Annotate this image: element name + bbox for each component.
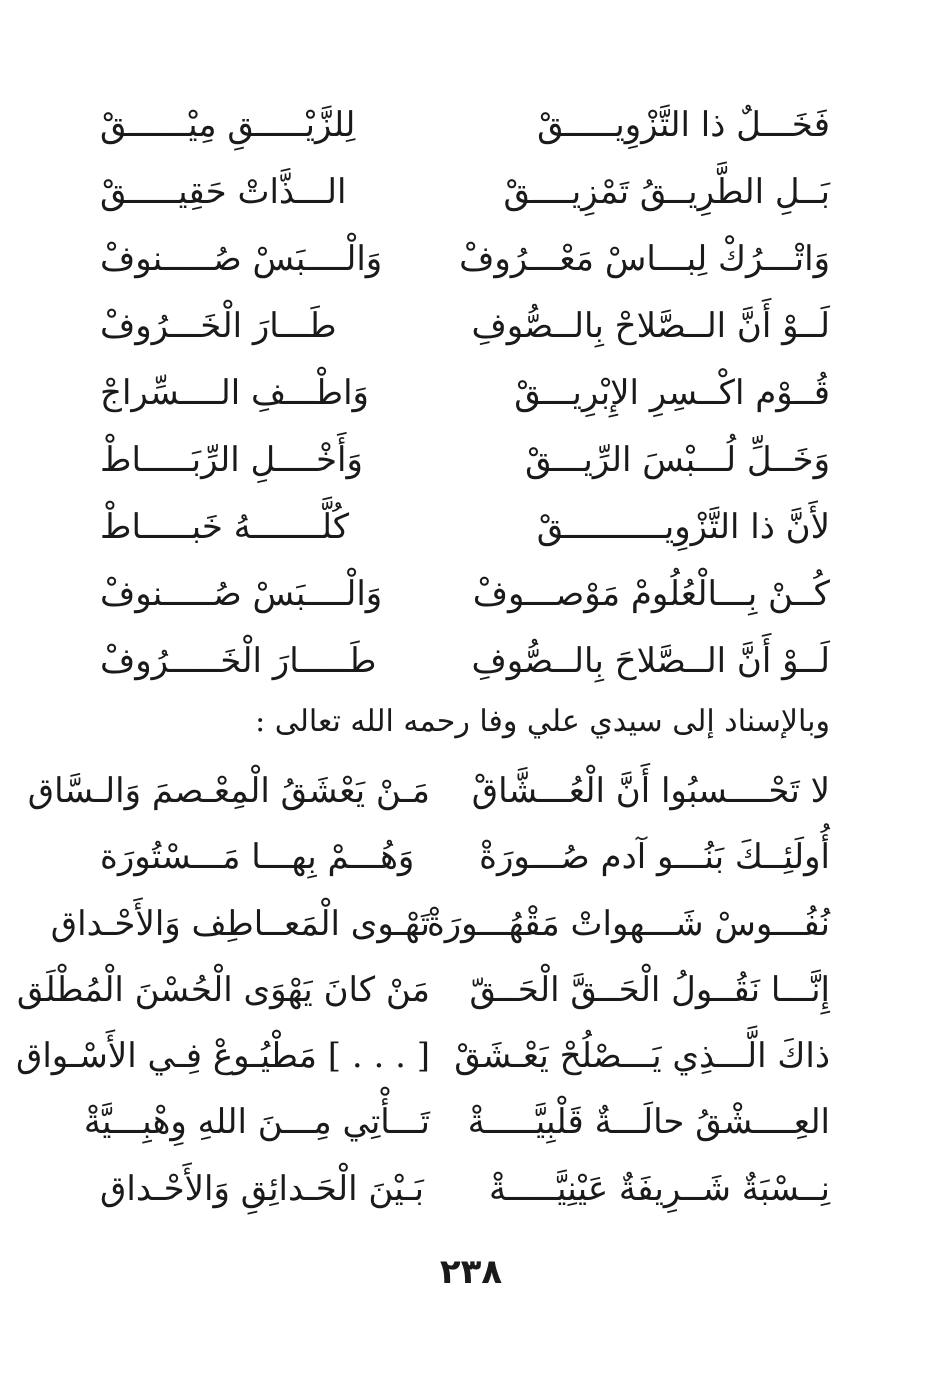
verse-second-hemistich: وَالْــــبَسْ صُـــــنوفْ — [100, 574, 383, 614]
verse-line — [100, 494, 830, 561]
verse-line — [27, 758, 830, 824]
verse-line — [100, 1156, 830, 1222]
verse-line — [100, 561, 830, 628]
verse-line — [50, 891, 830, 957]
verse-first-hemistich: كُــنْ بِـــالْعُلُومْ مَوْصـــوفْ — [472, 574, 830, 614]
verse-second-hemistich: [ . . . ] مَطْيُـوعْ فِـي الأَسْـواق — [15, 1036, 430, 1077]
poem-stanza-1 — [100, 92, 830, 695]
verse-first-hemistich: ذاكَ الَّـــذِي يَـــصْلُحْ يَعْـشَقْ — [454, 1036, 830, 1077]
verse-line — [100, 159, 830, 226]
verse-first-hemistich: لا تَحْــــسبُوا أَنَّ الْعُـــشَّاقْ — [471, 771, 830, 811]
verse-first-hemistich: لَــوْ أَنَّ الــصَّلاحْ بِالــصُّوفِ — [471, 306, 830, 346]
verse-second-hemistich: كُلَّـــــــهُ خَبـــــاطْ — [100, 507, 350, 547]
verse-line — [100, 824, 830, 890]
verse-second-hemistich: طَـــــارَ الْخَـــــرُوفْ — [100, 641, 377, 681]
verse-second-hemistich: مَنْ كانَ يَهْوَى الْحُسْنَ الْمُطْلَق — [16, 969, 430, 1010]
verse-first-hemistich: لأَنَّ ذا التَّزْوِيــــــــــقْ — [536, 507, 830, 547]
verse-second-hemistich: مَـنْ يَعْشَقُ الْمِعْـصمَ وَالـسَّاق — [27, 771, 430, 811]
verse-second-hemistich: وَأَخْــــلِ الرِّبَـــــاطْ — [100, 440, 363, 480]
attribution-line: وبالإسناد إلى سيدي علي وفا رحمه الله تعالى : — [255, 704, 830, 739]
verse-line — [100, 293, 830, 360]
verse-first-hemistich: بَــلِ الطَّرِيــقُ تَمْزِيــــقْ — [503, 172, 830, 212]
verse-second-hemistich: تَـــأْتِي مِـــنَ اللهِ وِهْبِـــيَّةْ — [83, 1102, 430, 1143]
verse-line — [100, 427, 830, 494]
verse-first-hemistich: العِــــشْقُ حالَـــةٌ قَلْبِيَّـــــةْ — [467, 1102, 830, 1143]
verse-second-hemistich: بَـيْنَ الْحَـدائِقِ وَالأَحْـداق — [100, 1168, 424, 1209]
verse-first-hemistich: فَخَـــلٌ ذا التَّزْوِيـــــقْ — [537, 105, 830, 145]
verse-line — [83, 1089, 830, 1155]
poem-stanza-2 — [15, 758, 830, 1222]
verse-line — [16, 957, 830, 1023]
verse-second-hemistich: وَالْــــبَسْ صُـــــنوفْ — [100, 239, 383, 279]
verse-first-hemistich: أُولَئِــكَ بَنُـــو آدم صُـــورَةْ — [479, 837, 830, 878]
verse-first-hemistich: وَخَــلِّ لُـــبْسَ الرِّيـــقْ — [525, 440, 830, 480]
verse-second-hemistich: تَهْـوى الْمَعــاطِف وَالأَحْـداق — [50, 903, 430, 944]
verse-line — [100, 628, 830, 695]
verse-line — [100, 360, 830, 427]
verse-line — [15, 1023, 830, 1089]
verse-second-hemistich: وَهُـــمْ بِهـــا مَـــسْتُورَة — [100, 837, 415, 878]
verse-second-hemistich: وَاطْـــفِ الــــسِّراجْ — [100, 373, 369, 413]
verse-line — [100, 226, 830, 293]
page-number: ٢٣٨ — [439, 1252, 503, 1292]
verse-first-hemistich: لَــوْ أَنَّ الــصَّلاحَ بِالــصُّوفِ — [471, 641, 830, 681]
verse-line — [100, 92, 830, 159]
verse-second-hemistich: طَـــارَ الْخَـــرُوفْ — [100, 306, 337, 346]
verse-first-hemistich: قُــوْم اكْــسِرِ الإِبْرِيـــقْ — [514, 373, 830, 413]
verse-second-hemistich: لِلزَّيْـــــقِ مِيْــــــقْ — [100, 105, 356, 145]
verse-first-hemistich: إِنَّـــا نَقُــولُ الْحَــقَّ الْحَــقّ — [469, 969, 830, 1010]
verse-second-hemistich: الـــذَّاتْ حَقِيـــــقْ — [100, 172, 347, 212]
verse-first-hemistich: نُفُـــوسْ شَـــهواتْ مَقْهُـــورَةْ — [426, 903, 830, 944]
verse-first-hemistich: وَاتْـــرُكْ لِبـــاسْ مَعْـــرُوفْ — [459, 239, 830, 279]
verse-first-hemistich: نِــسْبَةٌ شَــرِيفَةٌ عَيْنِيَّـــــةْ — [489, 1168, 830, 1209]
